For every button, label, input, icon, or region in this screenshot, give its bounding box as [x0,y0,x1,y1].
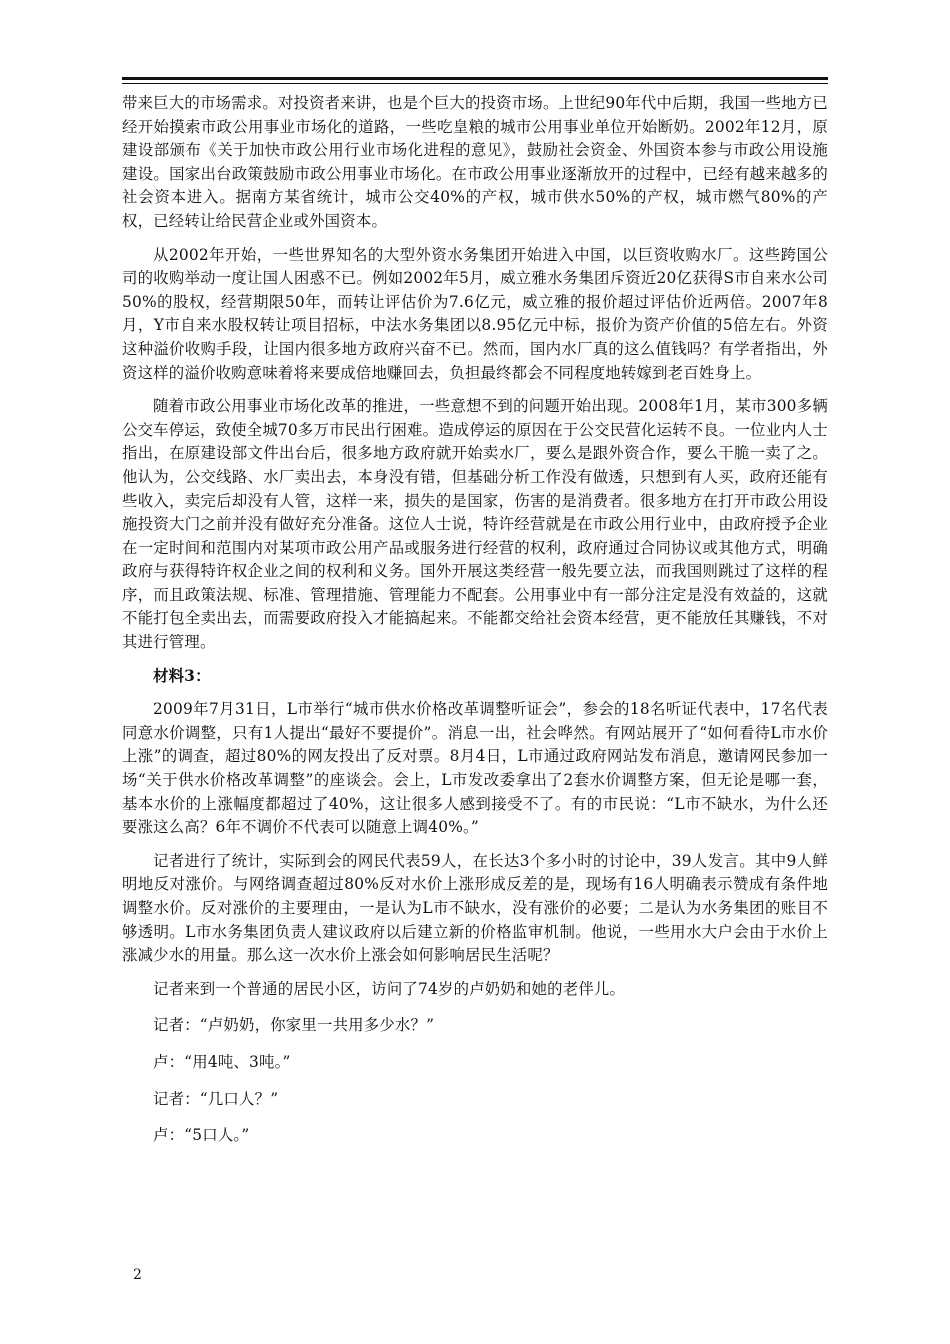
paragraph-reform-problems: 随着市政公用事业市场化改革的推进，一些意想不到的问题开始出现。2008年1月，某市300多辆公交车停运，致使全城70多万市民出行困难。造成停运的原因在于公交民营化运转不良。一位业内人士指出，在原建设部文件出台后，很多地方政府就开始卖水厂，要么是跟外资合作，要么干脆一卖了之。他认为，公交线路、水厂卖出去，本身没有错，但基础分析工作没有做透，只想到有人买，政府还能有些收入，卖完后却没有人管，这样一来，损失的是国家，伤害的是消费者。很多地方在打开市政公用设施投资大门之前并没有做好充分准备。这位人士说，特许经营就是在市政公用行业中，由政府授予企业在一定时间和范围内对某项市政公用产品或服务进行经营的权利，政府通过合同协议或其他方式，明确政府与获得特许权企业之间的权利和义务。国外开展这类经营一般先要立法，而我国则跳过了这样的程序，而且政策法规、标准、管理措施、管理能力不配套。公用事业中有一部分注定是没有效益的，这就不能打包全卖出去，而需要政府投入才能搞起来。不能都交给社会资本经营，更不能放任其赚钱，不对其进行管理。 [122,397,828,652]
paragraph-foreign-acquisition: 从2002年开始，一些世界知名的大型外资水务集团开始进入中国，以巨资收购水厂。这些跨国公司的收购举动一度让国人困惑不已。例如2002年5月，威立雅水务集团斥资近20亿获得S市自来水公司50%的股权，经营期限50年，而转让评估价为7.6亿元，威立雅的报价超过评估价近两倍。2007年8月，Y市自来水股权转让项目招标，中法水务集团以8.95亿元中标，报价为资产价值的5倍左右。外资这种溢价收购手段，让国内很多地方政府兴奋不已。然而，国内水厂真的这么值钱吗？有学者指出，外资这样的溢价收购意味着将来要成倍地赚回去，负担最终都会不同程度地转嫁到老百姓身上。 [122,245,828,382]
dialog-line: 卢：“用4吨、3吨。” [153,1052,291,1071]
dialog-line: 记者：“几口人？” [153,1089,279,1108]
paragraph-market-demand: 带来巨大的市场需求。对投资者来讲，也是个巨大的投资市场。上世纪90年代中后期，我国一些地方已经开始摸索市政公用事业市场化的道路，一些吃皇粮的城市公用事业单位开始断奶。2002年12月，原建设部颁布《关于加快市政公用行业市场化进程的意见》，鼓励社会资金、外国资本参与市政公用设施建设。国家出台政策鼓励市政公用事业市场化。在市政公用事业逐渐放开的过程中，已经有越来越多的社会资本进入。据南方某省统计，城市公交40%的产权，城市供水50%的产权，城市燃气80%的产权，已经转让给民营企业或外国资本。 [122,94,828,230]
paragraph-hearing: 2009年7月31日，L市举行“城市供水价格改革调整听证会”，参会的18名听证代表中，17名代表同意水价调整，只有1人提出“最好不要提价”。消息一出，社会哗然。有网站展开了“如何看待L市水价上涨”的调查，超过80%的网友投出了反对票。8月4日，L市通过政府网站发布消息，邀请网民参加一场“关于供水价格改革调整”的座谈会。会上，L市发改委拿出了2套水价调整方案，但无论是哪一套，基本水价的上涨幅度都超过了40%，这让很多人感到接受不了。有的市民说：“L市不缺水，为什么还要涨这么高？6年不调价不代表可以随意上调40%。” [122,700,828,837]
paragraph-statistics: 记者进行了统计，实际到会的网民代表59人，在长达3个多小时的讨论中，39人发言。其中9人鲜明地反对涨价。与网络调查超过80%反对水价上涨形成反差的是，现场有16人明确表示赞成有条件地调整水价。反对涨价的主要理由，一是认为L市不缺水，没有涨价的必要；二是认为水务集团的账目不够透明。L市水务集团负责人建议政府以后建立新的价格监审机制。他说，一些用水大户会由于水价上涨减少水的用量。那么这一次水价上涨会如何影响居民生活呢？ [122,851,828,965]
paragraph-visit: 记者来到一个普通的居民小区，访问了74岁的卢奶奶和她的老伴儿。 [153,979,626,998]
dialog-line: 卢：“5口人。” [153,1126,250,1145]
header-rule-thin [122,83,828,84]
page-number: 2 [133,1267,142,1283]
material-3-heading: 材料3： [153,666,211,685]
dialog-line: 记者：“卢奶奶，你家里一共用多少水？” [153,1016,435,1035]
header-rule-thick [122,77,828,80]
document-body [122,92,828,1161]
